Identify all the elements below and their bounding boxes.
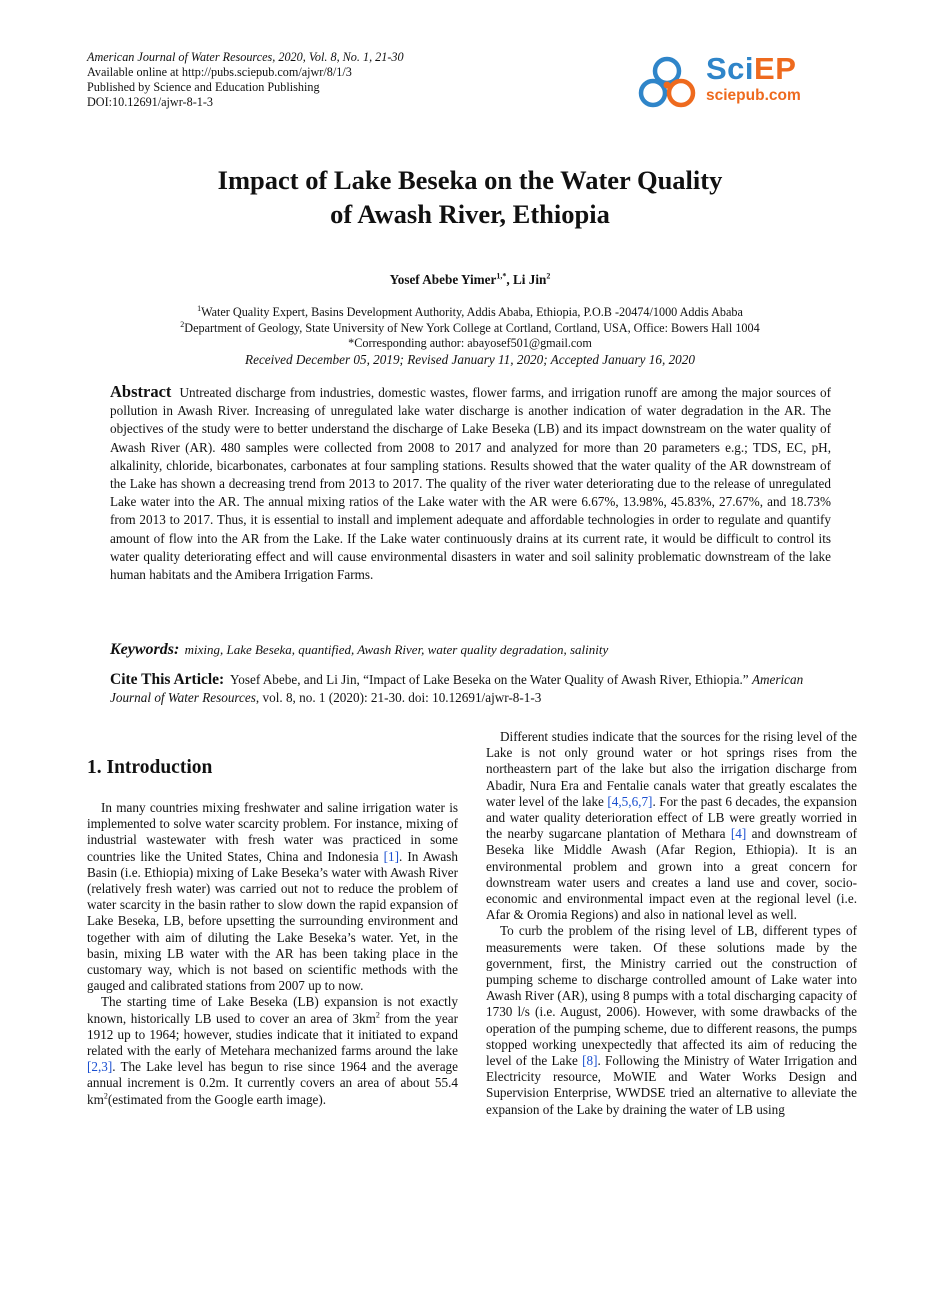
author-sup: 1,* [496, 271, 507, 281]
affiliations [87, 305, 853, 367]
abstract-label: Abstract [110, 382, 172, 401]
sciep-logo [636, 52, 846, 112]
cite-this-article [110, 671, 831, 707]
body-left-column [87, 729, 458, 1108]
available-online-line: Available online at http://pubs.sciepub.com/ajwr/8/1/3 [87, 65, 352, 79]
publisher-line: Published by Science and Education Publishing [87, 80, 320, 94]
paragraph: Different studies indicate that the sources for the rising level of the Lake is not only ground water or hot springs rises from the northeastern part of the lake but also the irrigation discharge from Abadir, Nura Era and Fentalie canals water that greatly escalates the water level of the lake [4,5,6,7]. For the past 6 decades, the expansion and water quality deterioration effect of LB were greatly worried in the nearby sugarcane plantation of Methara [4] and downstream of Beseka like Middle Awash (Afar Region, Ethiopia). It is an environmental problem and grown into a great concern for downstream water users and creates a land use and cover, socio-economic and environmental impact even at the regional level (i.e. Afar & Oromia Regions) and also in national level as well. [486, 729, 857, 923]
doi-line: DOI:10.12691/ajwr-8-1-3 [87, 95, 214, 109]
keywords-label: Keywords: [110, 641, 180, 658]
title-line-2: of Awash River, Ethiopia [330, 199, 610, 229]
title-line-1: Impact of Lake Beseka on the Water Quality [217, 165, 723, 195]
cite-text-post: , vol. 8, no. 1 (2020): 21-30. doi: 10.12691/ajwr-8-1-3 [255, 690, 542, 705]
body-right-column [486, 729, 857, 1118]
reference-link[interactable]: [1] [383, 848, 400, 864]
author-sup: 2 [546, 271, 551, 281]
cite-label: Cite This Article: [110, 671, 225, 688]
affiliation-2: $^2$Department of Geology, State University of New York College at Cortland, Cortland, USA, Office: Bowers Hall 1004 [180, 319, 760, 335]
affiliation-1: $^1$Water Quality Expert, Basins Development Authority, Addis Ababa, Ethiopia, P.O.B -20474/1000 Addis Ababa [197, 303, 743, 319]
sciep-wordmark: SciEP [706, 51, 797, 86]
reference-link[interactable]: [4,5,6,7] [607, 793, 653, 809]
keywords [110, 641, 831, 659]
author-name: Li Jin [512, 272, 547, 287]
received-dates: Received December 05, 2019; Revised January 11, 2020; Accepted January 16, 2020 [245, 351, 695, 367]
journal-citation-line: American Journal of Water Resources, 2020, Vol. 8, No. 1, 21-30 [87, 50, 404, 64]
author-list: Yosef Abebe Yimer$^{1,*}$, Li Jin$^2$ [389, 271, 551, 287]
reference-link[interactable]: [2,3] [87, 1059, 113, 1075]
abstract-text: Untreated discharge from industries, domestic wastes, flower farms, and irrigation runoff are among the major sources of pollution in Awash River. Increasing of unregulated lake water discharge is another indication of water degradation in the AR. The objectives of the study were to better understand the discharge of Lake Beseka (LB) and its impact downstream on the water quality of Awash River (AR). 480 samples were collected from 2008 to 2017 and analyzed for more than 20 parameters e.g.; TDS, EC, pH, alkalinity, chloride, bicarbonates, carbonates at four sampling stations. Results showed that the water quality of the AR downstream of the Lake has shown a decreasing trend from 2013 to 2017. The quality of the river water deteriorating due to the release of unregulated Lake water into the AR. The annual mixing ratios of the Lake water with the AR were 6.67%, 13.98%, 45.83%, 27.67%, and 18.73% from 2013 to 2017. Thus, it is essential to install and implement adequate and affordable technologies in order to regulate and quantify amount of flow into the AR from the Lake. If the Lake water continuously drains at its current rate, it would be difficult to control its water quality deteriorating effect and will cause environmental disasters in water and soil salinity problematic downstream of the lake human habitats and the Amibera Irrigation Farms. [110, 385, 831, 583]
paragraph: The starting time of Lake Beseka (LB) expansion is not exactly known, historically LB used to cover an area of $3km^2$ from the year 1912 up to 1964; however, studies indicate that it initiated to expand related with the early of Metehara mechanized farms around the lake [2,3]. The Lake level has begun to rise since 1964 and the average annual increment is 0.2m. It currently covers an area of about 55.4 $km^2(estimated$ from the Google earth image). [87, 994, 458, 1107]
corresponding-author: *Corresponding author: abayosef501@gmail.com [348, 336, 592, 350]
sciep-emblem-icon [636, 52, 698, 112]
cite-text-pre: Yosef Abebe, and Li Jin, “Impact of Lake Beseka on the Water Quality of Awash River, Ethiopia.” [230, 672, 749, 687]
article-title [87, 163, 853, 231]
author-name: Yosef Abebe Yimer [389, 272, 497, 287]
reference-link[interactable]: [8] [582, 1053, 598, 1069]
section-heading: 1. Introduction [87, 757, 213, 778]
journal-header [87, 50, 404, 110]
cite-journal: American Journal of Water Resources [110, 672, 804, 705]
reference-link[interactable]: [4] [730, 826, 747, 842]
paragraph: To curb the problem of the rising level of LB, different types of measurements were taken. Of these solutions made by the government, first, the Ministry carried out the construction of pumping scheme to discharge controlled amount of Lake water into Awash River (AR), using 8 pumps with a total discharging capacity of 1730 l/s (i.e. August, 2006). However, with some drawbacks of the operation of the pumping scheme, due to different reasons, the pumps stopped working unexpectedly that affected its aim of reducing the level of the Lake [8]. Following the Ministry of Water Irrigation and Electricity resource, MoWIE and Water Works Design and Supervision Enterprise, WWDSE tried an alternative to alleviate the expansion of the Lake by draining the water of LB using [486, 923, 857, 1117]
abstract [110, 383, 831, 584]
keywords-text: mixing, Lake Beseka, quantified, Awash River, water quality degradation, salinity [184, 642, 609, 657]
sciep-site-name: sciepub.com [706, 87, 801, 104]
paragraph: In many countries mixing freshwater and saline irrigation water is implemented to solve water scarcity problem. For instance, mixing of industrial wastewater with fresh water was practiced in some countries like the United States, China and Indonesia [1]. In Awash Basin (i.e. Ethiopia) mixing of Lake Beseka’s water with Awash River (relatively fresh water) was carried out not to reduce the problem of water scarcity in the basin rather to slow down the rapid expansion of Lake Beseka, LB, before upsetting the surrounding environment and together with aim of diluting the Lake Beseka’s water. Yet, in the basin, mixing LB water with the AR has been taking place in the customary way, which is not based on scientific methods with the gauged and calibrated stations from 2007 up to now. [87, 800, 458, 994]
